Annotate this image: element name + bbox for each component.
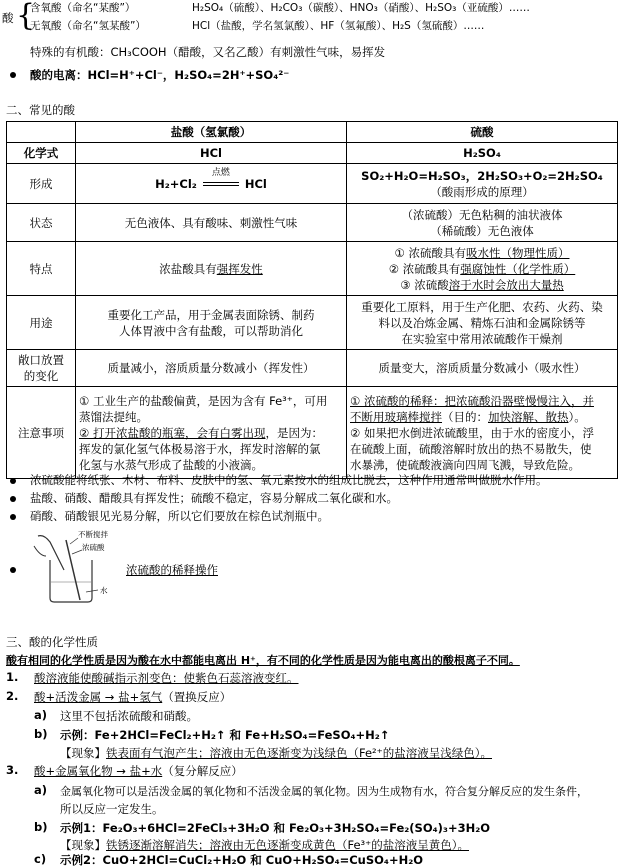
h2so4-formation [347,164,618,204]
h2so4-use-line: 在实验室中常用浓硫酸作干燥剂 [401,331,563,346]
h2so4-formula: H₂SO₄ [347,143,618,164]
feature-corrosiveness: 强腐蚀性（化学性质） [460,261,576,276]
ionization-equation: 酸的电离：HCl=H⁺+Cl⁻，H₂SO₄=2H⁺+SO₄²⁻ [30,68,290,82]
h2so4-state [347,204,618,242]
acid-label: 酸 [2,11,14,25]
row-label-formula: 化学式 [7,143,76,164]
dilution-purpose-label: （目的： [442,409,488,424]
item-number: 1. [6,670,19,684]
bullet-icon [10,496,16,502]
hcl-feature-prefix: 浓盐酸具有 [159,261,217,276]
bullet-icon [10,567,16,573]
hcl-notes [76,387,347,479]
table-row [7,350,618,387]
nonoxyacid-label: 无氧酸（命名“氢某酸”） [30,20,146,32]
section-title-chemical-properties: 三、酸的化学性质 [6,635,98,649]
metal-reaction-type: （置换反应） [162,690,232,704]
acid-label: 浓硫酸 [82,543,105,552]
table-header-row [7,122,618,143]
nonoxyacid-examples: HCl（盐酸，学名氢氯酸）、HF（氢氟酸）、H₂S（氢硫酸）…… [192,20,485,32]
classification-brace: { [16,0,36,33]
reaction-condition: 点燃 [211,167,230,178]
table-row [7,296,618,350]
hcl-exposure: 质量减小，溶质质量分数减小（挥发性） [76,350,347,387]
stir-label: 不断搅拌 [78,530,108,539]
reaction-condition-arrow [201,167,241,192]
hcl-note-line: 化氢与水蒸气形成了盐酸的小液滴。 [79,457,263,472]
copper-oxide-equations: 示例2：CuO+2HCl=CuCl₂+H₂O 和 CuO+H₂SO₄=CuSO₄+H₂O [60,853,424,867]
acid-rain-equations: SO₂+H₂O=H₂SO₃，2H₂SO₃+O₂=2H₂SO₄ [361,168,603,183]
row-label-exposure [7,350,76,387]
oxyacid-label: 含氧酸（命名“某酸”） [30,2,136,14]
exposure-label-line: 敞口放置 [18,353,64,367]
item-number: 3. [6,763,19,777]
hcl-note-line: ① 工业生产的盐酸偏黄，是因为含有 Fe³⁺，可用 [79,393,328,408]
feature-3-prefix: ③ 浓硫酸 [400,277,449,292]
hcl-volatility: 强挥发性 [216,261,263,276]
hcl-uses [76,296,347,350]
bullet-icon [10,72,16,78]
section-title-common-acids: 二、常见的酸 [6,103,75,117]
row-label-notes: 注意事项 [7,387,76,479]
metal-reaction-rule: 酸+活泼金属 → 盐+氢气 [34,690,163,704]
h2so4-uses [347,296,618,350]
dilution-note: ① 浓硫酸的稀释：把浓硫酸沿器壁慢慢注入，并 [350,393,594,408]
metal-reaction-exclusion: 这里不包括浓硫酸和硝酸。 [60,709,198,723]
table-row [7,387,618,479]
sub-item-marker: b) [34,727,48,741]
hcl-state: 无色液体、具有酸味、刺激性气味 [76,204,347,242]
organic-acid-note: 特殊的有机酸：CH₃COOH（醋酸，又名乙酸）有刺激性气味，易挥发 [30,45,386,59]
table-row [7,242,618,296]
dilution-diagram [30,530,115,605]
oxide-reaction-type: （复分解反应） [162,764,243,778]
table-header-corner [7,122,76,143]
row-label-uses: 用途 [7,296,76,350]
row-label-formation: 形成 [7,164,76,204]
dilution-purpose-tail: ）。 [568,409,586,424]
iron-phenomenon [60,745,492,761]
feature-1-prefix: ① 浓硫酸具有 [394,245,466,260]
table-row [7,143,618,164]
oxide-reaction-rule: 酸+金属氧化物 → 盐+水 [34,764,163,778]
h2so4-note-line: ② 如果把水倒进浓硫酸里，由于水的密度小，浮 [350,425,594,440]
row-label-state: 状态 [7,204,76,242]
dilute-h2so4-state: （稀硫酸）无色液体 [430,223,534,238]
figure-caption: 浓硫酸的稀释操作 [126,563,218,577]
item-number: 2. [6,689,19,703]
hcl-reactants: H₂+Cl₂ [155,176,197,191]
hcl-formula: HCl [76,143,347,164]
sub-item-marker: a) [34,708,48,722]
h2so4-exposure: 质量变大，溶质质量分数减小（吸水性） [347,350,618,387]
h2so4-use-line: 重要化工原料，用于生产化肥、农药、火药、染 [361,299,603,314]
row-label-features: 特点 [7,242,76,296]
phenomenon-label: 【现象】 [60,746,106,760]
sub-item-marker: b) [34,820,48,834]
feature-heat-release: 溶于水时会放出大量热 [448,277,564,292]
bullet-icon [10,514,16,520]
oxide-note-line: 所以反应一定发生。 [60,802,164,816]
table-header-hcl: 盐酸（氢氯酸） [76,122,347,143]
acids-comparison-table [6,121,618,479]
phenomenon-label: 【现象】 [60,838,106,852]
oxyacid-examples: H₂SO₄（硫酸）、H₂CO₃（碳酸）、HNO₃（硝酸）、H₂SO₃（亚硫酸）…… [192,2,530,14]
volatility-note: 盐酸、硝酸、醋酸具有挥发性；硫酸不稳定，容易分解成二氧化碳和水。 [30,491,398,505]
section3-intro: 酸有相同的化学性质是因为酸在水中都能电离出 H⁺，有不同的化学性质是因为能电离出的酸根离子不同。 [6,654,520,667]
rust-phenomenon-text: 铁锈逐渐溶解消失；溶液由无色逐渐变成黄色（Fe³⁺的盐溶液呈黄色）。 [106,838,469,852]
dilution-purpose: 加快溶解、散热 [488,409,569,424]
h2so4-use-line: 料以及冶炼金属、精炼石油和金属除锈等 [378,315,586,330]
h2so4-note-line: 在硫酸上面，硫酸溶解时放出的热不易散失，使 [350,441,592,456]
table-header-h2so4: 硫酸 [347,122,618,143]
rust-acid-equations: 示例1：Fe₂O₃+6HCl=2FeCl₃+3H₂O 和 Fe₂O₃+3H₂SO₄=Fe₂(SO₄)₃+3H₂O [60,821,491,835]
hcl-product: HCl [244,176,267,191]
h2so4-note-line: 水暴沸，使硫酸液滴向四周飞溅，导致危险。 [350,457,580,472]
hcl-note-line: 蒸馏法提纯。 [79,409,148,424]
acid-rain-note: （酸雨形成的原理） [430,184,534,199]
dilution-stir-note: 不断用玻璃棒搅拌 [350,409,442,424]
hcl-note-tail: ，是因为： [265,425,323,440]
hcl-use-line: 人体胃液中含有盐酸，可以帮助消化 [119,323,303,338]
dehydration-note: 浓硫酸能将纸张、木材、布料、皮肤中的氢、氧元素按水的组成比脱去，这种作用通常叫做脱水作用。 [30,473,548,487]
h2so4-notes [347,387,618,479]
metal-reaction-heading [34,689,231,705]
table-row [7,164,618,204]
hcl-white-fog-note: ② 打开浓盐酸的瓶塞，会有白雾出现 [79,425,266,440]
hcl-note-line: 挥发的氯化氢气体极易溶于水，挥发时溶解的氯 [79,441,321,456]
table-row [7,204,618,242]
exposure-label-line: 的变化 [23,369,59,383]
indicator-property: 酸溶液能使酸碱指示剂变色：使紫色石蕊溶液变红。 [34,671,299,685]
oxide-reaction-heading [34,763,243,779]
feature-water-absorption: 吸水性（物理性质） [465,245,570,260]
light-decomposition-note: 硝酸、硝酸银见光易分解，所以它们要放在棕色试剂瓶中。 [30,509,329,523]
hcl-use-line: 重要化工产品，用于金属表面除锈、制药 [107,307,315,322]
rust-phenomenon [60,837,469,853]
conc-h2so4-state: （浓硫酸）无色粘稠的油状液体 [401,207,563,222]
bullet-icon [10,478,16,484]
water-label: 水 [100,586,108,595]
hcl-formation [76,164,347,204]
sub-item-marker: c) [34,852,47,866]
sub-item-marker: a) [34,783,48,797]
oxide-note-line: 金属氧化物可以是活泼金属的氧化物和不活泼金属的氧化物。因为生成物有水，符合复分解反应的发生条件， [60,785,588,798]
iron-acid-equations: 示例：Fe+2HCl=FeCl₂+H₂↑ 和 Fe+H₂SO₄=FeSO₄+H₂↑ [60,728,390,742]
iron-phenomenon-text: 铁表面有气泡产生；溶液由无色逐渐变为浅绿色（Fe²⁺的盐溶液呈浅绿色）。 [106,746,492,760]
hcl-features [76,242,347,296]
h2so4-features [347,242,618,296]
feature-2-prefix: ② 浓硫酸具有 [388,261,461,276]
